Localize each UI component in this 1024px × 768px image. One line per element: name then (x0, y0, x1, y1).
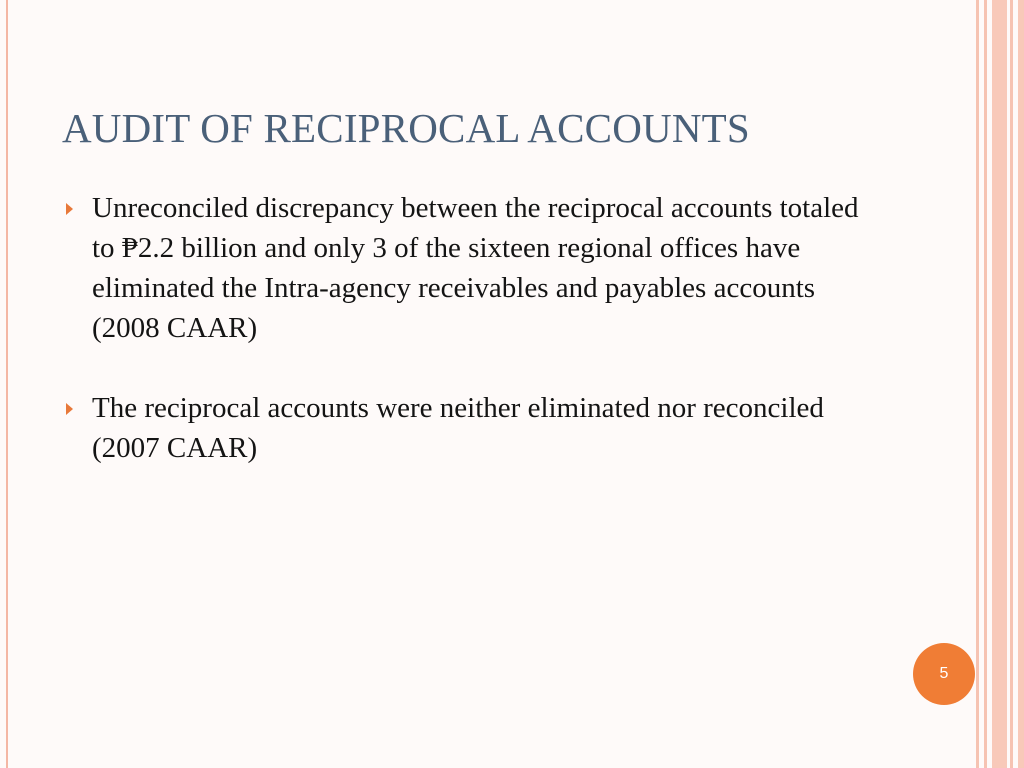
triangle-right-icon (66, 203, 73, 215)
bullet-text: Unreconciled discrepancy between the reciprocal accounts totaled to ₱2.2 billion and only 3 of the sixteen regional offices have eliminated the Intra-agency receivables and payables accounts (2008 CAAR) (92, 192, 859, 344)
border-stripe (992, 0, 1007, 768)
triangle-right-icon (66, 403, 73, 415)
bullet-item (60, 388, 880, 468)
bullet-item (60, 188, 880, 348)
border-stripe (976, 0, 979, 768)
page-number: 5 (939, 665, 949, 682)
bullet-text: The reciprocal accounts were neither eliminated nor reconciled (2007 CAAR) (92, 392, 824, 464)
slide-title: AUDIT OF RECIPROCAL ACCOUNTS (62, 105, 750, 151)
left-border-line (6, 0, 8, 768)
border-stripe (1010, 0, 1013, 768)
bullet-list (60, 188, 880, 468)
right-border-stripes (976, 0, 1024, 768)
border-stripe (984, 0, 987, 768)
page-number-badge (913, 643, 975, 705)
border-stripe (1018, 0, 1024, 768)
